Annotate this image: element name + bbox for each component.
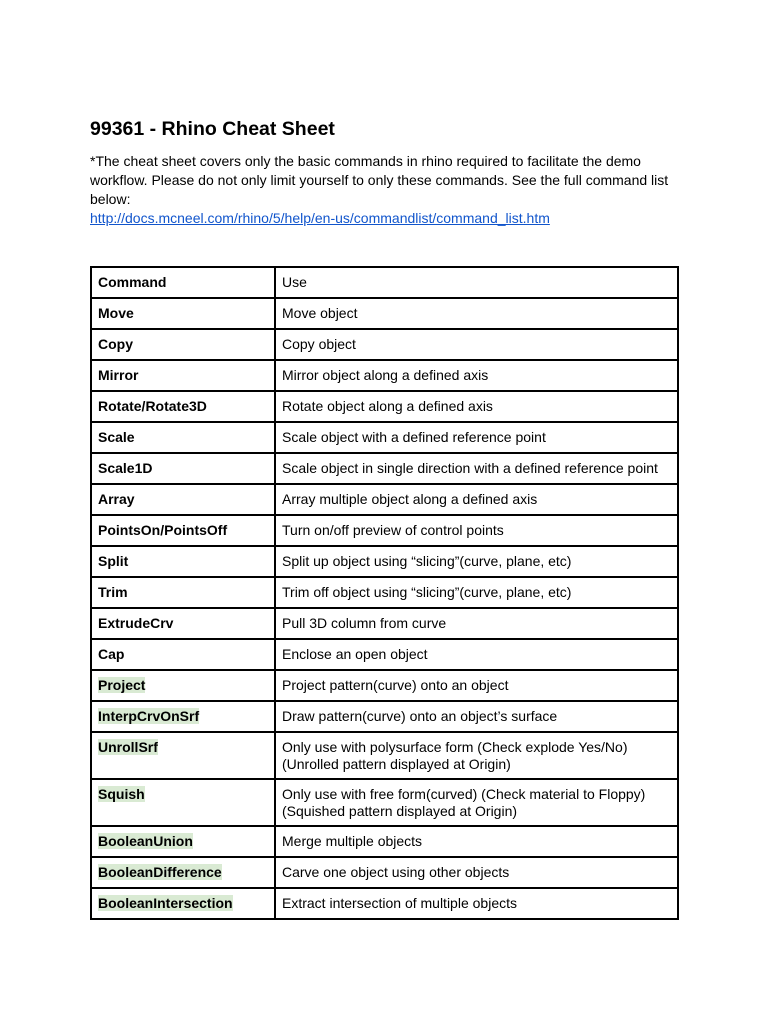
table-row: [91, 360, 678, 391]
command-name: ExtrudeCrv: [98, 615, 174, 631]
intro-block: [90, 152, 690, 228]
use-cell: Enclose an open object: [275, 639, 678, 670]
command-cell: [91, 779, 275, 826]
use-cell: Carve one object using other objects: [275, 857, 678, 888]
table-row: [91, 779, 678, 826]
use-cell: Array multiple object along a defined axis: [275, 484, 678, 515]
table-row: [91, 732, 678, 779]
command-cell: [91, 857, 275, 888]
command-name: Move: [98, 305, 134, 321]
use-line: Only use with polysurface form (Check explode Yes/No): [282, 739, 628, 755]
command-name: InterpCrvOnSrf: [98, 708, 200, 724]
use-cell: Project pattern(curve) onto an object: [275, 670, 678, 701]
command-cell: [91, 701, 275, 732]
use-cell: [275, 779, 678, 826]
table-row: [91, 826, 678, 857]
header-use: Use: [275, 267, 678, 298]
command-cell: [91, 298, 275, 329]
command-cell: [91, 546, 275, 577]
use-line: Only use with free form(curved) (Check material to Floppy): [282, 786, 646, 802]
command-name: Split: [98, 553, 129, 569]
table-row: [91, 888, 678, 919]
use-cell: Scale object with a defined reference point: [275, 422, 678, 453]
command-table: [90, 266, 679, 920]
command-cell: [91, 732, 275, 779]
command-cell: [91, 826, 275, 857]
command-cell: [91, 422, 275, 453]
command-cell: [91, 484, 275, 515]
command-cell: [91, 608, 275, 639]
use-cell: Draw pattern(curve) onto an object’s surface: [275, 701, 678, 732]
command-name: Rotate/Rotate3D: [98, 398, 207, 414]
table-row: [91, 608, 678, 639]
command-list-link[interactable]: http://docs.mcneel.com/rhino/5/help/en-us/commandlist/command_list.htm: [90, 210, 550, 226]
table-row: [91, 484, 678, 515]
use-cell: Split up object using “slicing”(curve, plane, etc): [275, 546, 678, 577]
command-name: Scale: [98, 429, 135, 445]
command-cell: [91, 360, 275, 391]
use-cell: Copy object: [275, 329, 678, 360]
use-cell: Merge multiple objects: [275, 826, 678, 857]
command-name: Trim: [98, 584, 128, 600]
table-row: [91, 577, 678, 608]
table-row: [91, 453, 678, 484]
command-cell: [91, 888, 275, 919]
command-name: BooleanIntersection: [98, 895, 233, 911]
table-row: [91, 670, 678, 701]
table-row: [91, 391, 678, 422]
header-command: Command: [91, 267, 275, 298]
command-name: BooleanUnion: [98, 833, 193, 849]
use-cell: Mirror object along a defined axis: [275, 360, 678, 391]
table-row: [91, 329, 678, 360]
use-line-2: (Unrolled pattern displayed at Origin): [282, 756, 511, 772]
use-cell: Move object: [275, 298, 678, 329]
table-row: [91, 422, 678, 453]
command-name: BooleanDifference: [98, 864, 222, 880]
command-name: PointsOn/PointsOff: [98, 522, 228, 538]
command-name: Scale1D: [98, 460, 153, 476]
use-cell: Extract intersection of multiple objects: [275, 888, 678, 919]
use-cell: Scale object in single direction with a defined reference point: [275, 453, 678, 484]
command-name: Copy: [98, 336, 133, 352]
use-cell: [275, 732, 678, 779]
use-cell: Trim off object using “slicing”(curve, plane, etc): [275, 577, 678, 608]
intro-text: *The cheat sheet covers only the basic commands in rhino required to facilitate the demo workflow. Please do not only limit yourself to only these commands. See the full command list below:: [90, 153, 669, 207]
command-cell: [91, 329, 275, 360]
command-cell: [91, 453, 275, 484]
use-cell: Rotate object along a defined axis: [275, 391, 678, 422]
use-line-2: (Squished pattern displayed at Origin): [282, 803, 518, 819]
command-cell: [91, 639, 275, 670]
table-row: [91, 639, 678, 670]
command-cell: [91, 577, 275, 608]
table-row: [91, 857, 678, 888]
command-name: Project: [98, 677, 146, 693]
table-row: [91, 515, 678, 546]
command-name: Array: [98, 491, 135, 507]
command-name: Cap: [98, 646, 125, 662]
use-cell: Pull 3D column from curve: [275, 608, 678, 639]
table-header-row: [91, 267, 678, 298]
table-row: [91, 546, 678, 577]
use-cell: Turn on/off preview of control points: [275, 515, 678, 546]
command-name: Mirror: [98, 367, 139, 383]
command-name: Squish: [98, 786, 145, 802]
page-title: 99361 - Rhino Cheat Sheet: [90, 118, 335, 140]
command-cell: [91, 670, 275, 701]
command-cell: [91, 391, 275, 422]
command-name: UnrollSrf: [98, 739, 158, 755]
command-cell: [91, 515, 275, 546]
table-row: [91, 701, 678, 732]
table-row: [91, 298, 678, 329]
